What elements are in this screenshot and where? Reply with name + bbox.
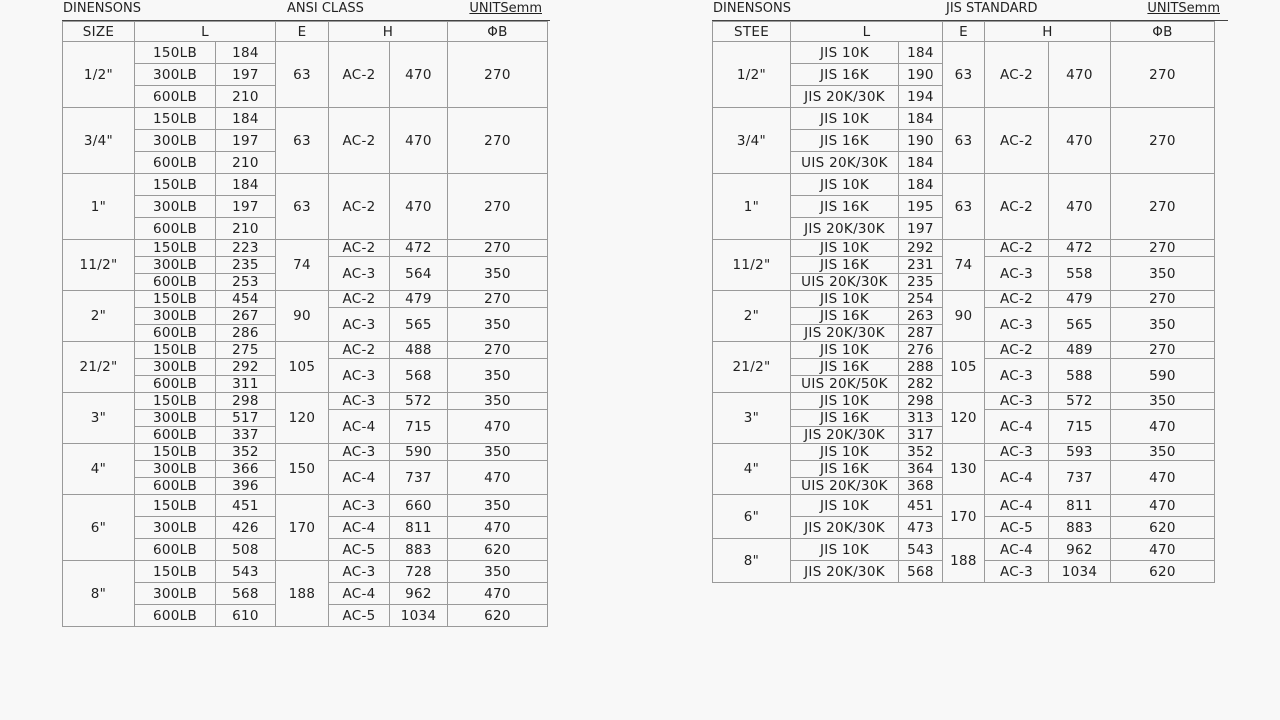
actuator-cell: AC-3 bbox=[985, 308, 1049, 342]
length-cell: 253 bbox=[216, 274, 276, 291]
class-cell: 600LB bbox=[135, 152, 216, 174]
height-cell: 590 bbox=[390, 444, 448, 461]
length-cell: 184 bbox=[216, 42, 276, 64]
class-cell: 300LB bbox=[135, 257, 216, 274]
actuator-cell: AC-2 bbox=[985, 291, 1049, 308]
e-cell: 63 bbox=[276, 42, 329, 108]
height-cell: 1034 bbox=[390, 605, 448, 627]
height-cell: 489 bbox=[1049, 342, 1111, 359]
actuator-cell: AC-5 bbox=[985, 517, 1049, 539]
diameter-cell: 470 bbox=[448, 583, 548, 605]
e-cell: 120 bbox=[943, 393, 985, 444]
e-cell: 105 bbox=[943, 342, 985, 393]
length-cell: 568 bbox=[899, 561, 943, 583]
e-cell: 63 bbox=[943, 42, 985, 108]
table-row bbox=[63, 108, 548, 130]
diameter-cell: 270 bbox=[448, 342, 548, 359]
length-cell: 184 bbox=[899, 108, 943, 130]
height-cell: 470 bbox=[1049, 42, 1111, 108]
actuator-cell: AC-2 bbox=[329, 240, 390, 257]
length-cell: 223 bbox=[216, 240, 276, 257]
class-cell: JIS 16K bbox=[791, 308, 899, 325]
class-cell: UIS 20K/30K bbox=[791, 478, 899, 495]
size-cell: 2" bbox=[713, 291, 791, 342]
e-cell: 188 bbox=[276, 561, 329, 627]
class-cell: 600LB bbox=[135, 539, 216, 561]
length-cell: 197 bbox=[216, 130, 276, 152]
height-cell: 1034 bbox=[1049, 561, 1111, 583]
size-cell: 1" bbox=[713, 174, 791, 240]
actuator-cell: AC-3 bbox=[985, 561, 1049, 583]
jis-panel-header bbox=[712, 0, 1228, 21]
length-cell: 210 bbox=[216, 86, 276, 108]
height-cell: 564 bbox=[390, 257, 448, 291]
length-cell: 451 bbox=[899, 495, 943, 517]
class-cell: JIS 16K bbox=[791, 64, 899, 86]
actuator-cell: AC-4 bbox=[985, 410, 1049, 444]
class-cell: 300LB bbox=[135, 308, 216, 325]
height-cell: 472 bbox=[1049, 240, 1111, 257]
class-cell: 150LB bbox=[135, 393, 216, 410]
actuator-cell: AC-4 bbox=[329, 410, 390, 444]
length-cell: 231 bbox=[899, 257, 943, 274]
length-cell: 543 bbox=[899, 539, 943, 561]
length-cell: 235 bbox=[899, 274, 943, 291]
length-cell: 190 bbox=[899, 64, 943, 86]
actuator-cell: AC-3 bbox=[985, 359, 1049, 393]
height-header: H bbox=[329, 22, 448, 42]
class-cell: 150LB bbox=[135, 444, 216, 461]
height-cell: 715 bbox=[390, 410, 448, 444]
height-cell: 479 bbox=[1049, 291, 1111, 308]
actuator-cell: AC-2 bbox=[329, 291, 390, 308]
height-cell: 728 bbox=[390, 561, 448, 583]
ansi-panel-header bbox=[62, 0, 550, 21]
units-label: UNITSemm bbox=[1147, 1, 1220, 16]
height-cell: 470 bbox=[390, 42, 448, 108]
e-cell: 105 bbox=[276, 342, 329, 393]
units-label: UNITSemm bbox=[469, 1, 542, 16]
class-cell: 150LB bbox=[135, 561, 216, 583]
length-cell: 352 bbox=[899, 444, 943, 461]
actuator-cell: AC-3 bbox=[329, 257, 390, 291]
diameter-cell: 350 bbox=[448, 444, 548, 461]
size-cell: 2" bbox=[63, 291, 135, 342]
diameter-cell: 470 bbox=[448, 461, 548, 495]
table-row bbox=[63, 42, 548, 64]
actuator-cell: AC-4 bbox=[985, 539, 1049, 561]
height-cell: 811 bbox=[390, 517, 448, 539]
size-cell: 3/4" bbox=[63, 108, 135, 174]
length-cell: 197 bbox=[216, 196, 276, 218]
e-cell: 130 bbox=[943, 444, 985, 495]
class-cell: UIS 20K/30K bbox=[791, 274, 899, 291]
length-cell: 263 bbox=[899, 308, 943, 325]
actuator-cell: AC-2 bbox=[329, 108, 390, 174]
class-cell: JIS 20K/30K bbox=[791, 561, 899, 583]
diameter-cell: 270 bbox=[1111, 42, 1215, 108]
length-cell: 610 bbox=[216, 605, 276, 627]
length-cell: 396 bbox=[216, 478, 276, 495]
diameter-cell: 620 bbox=[1111, 517, 1215, 539]
actuator-cell: AC-5 bbox=[329, 605, 390, 627]
length-cell: 286 bbox=[216, 325, 276, 342]
height-cell: 737 bbox=[390, 461, 448, 495]
diameter-cell: 350 bbox=[448, 308, 548, 342]
class-cell: 300LB bbox=[135, 64, 216, 86]
diameter-cell: 350 bbox=[1111, 308, 1215, 342]
size-cell: 11/2" bbox=[713, 240, 791, 291]
length-cell: 368 bbox=[899, 478, 943, 495]
length-cell: 287 bbox=[899, 325, 943, 342]
table-header-row bbox=[713, 22, 1215, 42]
size-cell: 3" bbox=[713, 393, 791, 444]
size-cell: 6" bbox=[63, 495, 135, 561]
panel-title: JIS STANDARD bbox=[946, 1, 1038, 16]
table-row bbox=[713, 108, 1215, 130]
length-cell: 210 bbox=[216, 152, 276, 174]
e-cell: 188 bbox=[943, 539, 985, 583]
diameter-cell: 620 bbox=[1111, 561, 1215, 583]
diameter-cell: 470 bbox=[1111, 410, 1215, 444]
diameter-cell: 470 bbox=[1111, 461, 1215, 495]
size-cell: 8" bbox=[713, 539, 791, 583]
class-cell: 600LB bbox=[135, 86, 216, 108]
panel-title: ANSI CLASS bbox=[287, 1, 364, 16]
class-cell: 150LB bbox=[135, 342, 216, 359]
length-cell: 184 bbox=[899, 174, 943, 196]
length-cell: 210 bbox=[216, 218, 276, 240]
diameter-cell: 270 bbox=[1111, 174, 1215, 240]
size-cell: 1/2" bbox=[713, 42, 791, 108]
class-cell: JIS 10K bbox=[791, 42, 899, 64]
diameter-cell: 270 bbox=[448, 174, 548, 240]
class-cell: JIS 16K bbox=[791, 410, 899, 427]
actuator-cell: AC-2 bbox=[985, 42, 1049, 108]
e-cell: 170 bbox=[943, 495, 985, 539]
size-cell: 1" bbox=[63, 174, 135, 240]
height-cell: 737 bbox=[1049, 461, 1111, 495]
actuator-cell: AC-4 bbox=[329, 517, 390, 539]
length-cell: 254 bbox=[899, 291, 943, 308]
height-cell: 962 bbox=[390, 583, 448, 605]
length-cell: 311 bbox=[216, 376, 276, 393]
length-cell: 197 bbox=[216, 64, 276, 86]
length-cell: 352 bbox=[216, 444, 276, 461]
actuator-cell: AC-3 bbox=[985, 444, 1049, 461]
class-cell: 300LB bbox=[135, 583, 216, 605]
height-cell: 558 bbox=[1049, 257, 1111, 291]
e-cell: 63 bbox=[276, 108, 329, 174]
e-cell: 63 bbox=[943, 174, 985, 240]
class-cell: UIS 20K/50K bbox=[791, 376, 899, 393]
length-cell: 508 bbox=[216, 539, 276, 561]
diameter-cell: 620 bbox=[448, 605, 548, 627]
size-cell: 21/2" bbox=[63, 342, 135, 393]
length-cell: 276 bbox=[899, 342, 943, 359]
height-cell: 470 bbox=[1049, 174, 1111, 240]
size-cell: 8" bbox=[63, 561, 135, 627]
size-header: STEE bbox=[713, 22, 791, 42]
class-cell: 600LB bbox=[135, 427, 216, 444]
actuator-cell: AC-3 bbox=[329, 359, 390, 393]
diameter-cell: 270 bbox=[448, 240, 548, 257]
actuator-cell: AC-3 bbox=[329, 393, 390, 410]
table-row bbox=[63, 561, 548, 583]
class-cell: JIS 20K/30K bbox=[791, 325, 899, 342]
diameter-cell: 350 bbox=[1111, 393, 1215, 410]
actuator-cell: AC-2 bbox=[329, 342, 390, 359]
size-cell: 4" bbox=[63, 444, 135, 495]
length-cell: 517 bbox=[216, 410, 276, 427]
size-cell: 21/2" bbox=[713, 342, 791, 393]
height-cell: 660 bbox=[390, 495, 448, 517]
table-row bbox=[713, 495, 1215, 517]
length-cell: 267 bbox=[216, 308, 276, 325]
actuator-cell: AC-4 bbox=[985, 495, 1049, 517]
actuator-cell: AC-4 bbox=[985, 461, 1049, 495]
class-cell: 300LB bbox=[135, 461, 216, 478]
length-cell: 197 bbox=[899, 218, 943, 240]
class-cell: 600LB bbox=[135, 478, 216, 495]
class-cell: 150LB bbox=[135, 42, 216, 64]
diameter-cell: 350 bbox=[448, 495, 548, 517]
class-cell: 150LB bbox=[135, 240, 216, 257]
length-cell: 454 bbox=[216, 291, 276, 308]
class-cell: JIS 10K bbox=[791, 108, 899, 130]
length-cell: 473 bbox=[899, 517, 943, 539]
ansi-dimension-table bbox=[62, 21, 548, 627]
e-cell: 90 bbox=[943, 291, 985, 342]
class-cell: JIS 16K bbox=[791, 196, 899, 218]
length-cell: 568 bbox=[216, 583, 276, 605]
length-cell: 298 bbox=[899, 393, 943, 410]
class-cell: JIS 10K bbox=[791, 393, 899, 410]
diameter-cell: 470 bbox=[1111, 539, 1215, 561]
length-header: L bbox=[791, 22, 943, 42]
e-header: E bbox=[943, 22, 985, 42]
length-cell: 364 bbox=[899, 461, 943, 478]
class-cell: JIS 10K bbox=[791, 291, 899, 308]
height-cell: 488 bbox=[390, 342, 448, 359]
diameter-cell: 350 bbox=[448, 393, 548, 410]
diameter-cell: 270 bbox=[1111, 240, 1215, 257]
size-cell: 1/2" bbox=[63, 42, 135, 108]
length-cell: 317 bbox=[899, 427, 943, 444]
length-cell: 190 bbox=[899, 130, 943, 152]
length-cell: 195 bbox=[899, 196, 943, 218]
size-header: SIZE bbox=[63, 22, 135, 42]
dimensions-label: DINENSONS bbox=[713, 1, 791, 16]
height-cell: 472 bbox=[390, 240, 448, 257]
diameter-cell: 350 bbox=[448, 257, 548, 291]
class-cell: JIS 16K bbox=[791, 130, 899, 152]
length-cell: 288 bbox=[899, 359, 943, 376]
diameter-cell: 620 bbox=[448, 539, 548, 561]
actuator-cell: AC-4 bbox=[329, 583, 390, 605]
actuator-cell: AC-4 bbox=[329, 461, 390, 495]
class-cell: JIS 16K bbox=[791, 461, 899, 478]
size-cell: 4" bbox=[713, 444, 791, 495]
e-cell: 74 bbox=[276, 240, 329, 291]
table-row bbox=[713, 42, 1215, 64]
height-cell: 572 bbox=[390, 393, 448, 410]
diameter-cell: 270 bbox=[1111, 291, 1215, 308]
length-cell: 275 bbox=[216, 342, 276, 359]
actuator-cell: AC-3 bbox=[329, 308, 390, 342]
actuator-cell: AC-3 bbox=[329, 444, 390, 461]
diameter-cell: 270 bbox=[448, 291, 548, 308]
height-cell: 588 bbox=[1049, 359, 1111, 393]
actuator-cell: AC-3 bbox=[329, 561, 390, 583]
class-cell: JIS 20K/30K bbox=[791, 86, 899, 108]
length-cell: 426 bbox=[216, 517, 276, 539]
height-cell: 593 bbox=[1049, 444, 1111, 461]
actuator-cell: AC-2 bbox=[985, 174, 1049, 240]
actuator-cell: AC-5 bbox=[329, 539, 390, 561]
class-cell: JIS 16K bbox=[791, 257, 899, 274]
class-cell: 600LB bbox=[135, 376, 216, 393]
height-cell: 565 bbox=[390, 308, 448, 342]
length-cell: 298 bbox=[216, 393, 276, 410]
diameter-cell: 350 bbox=[448, 359, 548, 393]
table-row bbox=[713, 174, 1215, 196]
actuator-cell: AC-3 bbox=[985, 393, 1049, 410]
height-cell: 715 bbox=[1049, 410, 1111, 444]
class-cell: JIS 20K/30K bbox=[791, 517, 899, 539]
class-cell: 600LB bbox=[135, 325, 216, 342]
class-cell: 300LB bbox=[135, 130, 216, 152]
length-cell: 235 bbox=[216, 257, 276, 274]
class-cell: 300LB bbox=[135, 196, 216, 218]
length-cell: 184 bbox=[216, 108, 276, 130]
length-cell: 543 bbox=[216, 561, 276, 583]
dimensions-label: DINENSONS bbox=[63, 1, 141, 16]
class-cell: JIS 10K bbox=[791, 444, 899, 461]
class-cell: 150LB bbox=[135, 108, 216, 130]
size-cell: 3/4" bbox=[713, 108, 791, 174]
diameter-cell: 270 bbox=[448, 108, 548, 174]
length-cell: 313 bbox=[899, 410, 943, 427]
length-cell: 366 bbox=[216, 461, 276, 478]
class-cell: JIS 10K bbox=[791, 539, 899, 561]
diameter-header: ΦB bbox=[1111, 22, 1215, 42]
class-cell: 600LB bbox=[135, 218, 216, 240]
ansi-panel bbox=[62, 0, 550, 627]
height-cell: 572 bbox=[1049, 393, 1111, 410]
class-cell: 300LB bbox=[135, 517, 216, 539]
table-row bbox=[63, 174, 548, 196]
actuator-cell: AC-2 bbox=[985, 342, 1049, 359]
length-cell: 184 bbox=[899, 42, 943, 64]
height-cell: 811 bbox=[1049, 495, 1111, 517]
actuator-cell: AC-2 bbox=[329, 174, 390, 240]
jis-dimension-table bbox=[712, 21, 1215, 583]
table-row bbox=[63, 495, 548, 517]
height-header: H bbox=[985, 22, 1111, 42]
length-cell: 194 bbox=[899, 86, 943, 108]
height-cell: 883 bbox=[1049, 517, 1111, 539]
diameter-cell: 270 bbox=[1111, 342, 1215, 359]
e-cell: 150 bbox=[276, 444, 329, 495]
class-cell: JIS 10K bbox=[791, 495, 899, 517]
height-cell: 470 bbox=[390, 174, 448, 240]
class-cell: JIS 10K bbox=[791, 342, 899, 359]
length-cell: 451 bbox=[216, 495, 276, 517]
e-cell: 90 bbox=[276, 291, 329, 342]
class-cell: 150LB bbox=[135, 174, 216, 196]
diameter-cell: 470 bbox=[448, 517, 548, 539]
height-cell: 470 bbox=[390, 108, 448, 174]
height-cell: 568 bbox=[390, 359, 448, 393]
length-cell: 184 bbox=[899, 152, 943, 174]
class-cell: UIS 20K/30K bbox=[791, 152, 899, 174]
diameter-cell: 270 bbox=[1111, 108, 1215, 174]
class-cell: JIS 20K/30K bbox=[791, 218, 899, 240]
class-cell: 150LB bbox=[135, 495, 216, 517]
diameter-cell: 350 bbox=[1111, 257, 1215, 291]
e-cell: 120 bbox=[276, 393, 329, 444]
actuator-cell: AC-2 bbox=[985, 240, 1049, 257]
length-header: L bbox=[135, 22, 276, 42]
height-cell: 883 bbox=[390, 539, 448, 561]
class-cell: JIS 10K bbox=[791, 174, 899, 196]
diameter-cell: 590 bbox=[1111, 359, 1215, 393]
size-cell: 3" bbox=[63, 393, 135, 444]
e-cell: 74 bbox=[943, 240, 985, 291]
diameter-header: ΦB bbox=[448, 22, 548, 42]
e-cell: 63 bbox=[276, 174, 329, 240]
length-cell: 337 bbox=[216, 427, 276, 444]
length-cell: 184 bbox=[216, 174, 276, 196]
size-cell: 11/2" bbox=[63, 240, 135, 291]
e-header: E bbox=[276, 22, 329, 42]
length-cell: 292 bbox=[216, 359, 276, 376]
actuator-cell: AC-2 bbox=[985, 108, 1049, 174]
diameter-cell: 270 bbox=[448, 42, 548, 108]
class-cell: 300LB bbox=[135, 410, 216, 427]
actuator-cell: AC-3 bbox=[985, 257, 1049, 291]
length-cell: 282 bbox=[899, 376, 943, 393]
class-cell: 150LB bbox=[135, 291, 216, 308]
diameter-cell: 350 bbox=[448, 561, 548, 583]
class-cell: JIS 20K/30K bbox=[791, 427, 899, 444]
length-cell: 292 bbox=[899, 240, 943, 257]
diameter-cell: 350 bbox=[1111, 444, 1215, 461]
height-cell: 479 bbox=[390, 291, 448, 308]
size-cell: 6" bbox=[713, 495, 791, 539]
jis-panel bbox=[712, 0, 1228, 583]
height-cell: 962 bbox=[1049, 539, 1111, 561]
table-header-row bbox=[63, 22, 548, 42]
table-row bbox=[713, 539, 1215, 561]
class-cell: 300LB bbox=[135, 359, 216, 376]
class-cell: 600LB bbox=[135, 274, 216, 291]
diameter-cell: 470 bbox=[448, 410, 548, 444]
actuator-cell: AC-2 bbox=[329, 42, 390, 108]
e-cell: 170 bbox=[276, 495, 329, 561]
class-cell: JIS 10K bbox=[791, 240, 899, 257]
class-cell: 600LB bbox=[135, 605, 216, 627]
height-cell: 470 bbox=[1049, 108, 1111, 174]
e-cell: 63 bbox=[943, 108, 985, 174]
class-cell: JIS 16K bbox=[791, 359, 899, 376]
diameter-cell: 470 bbox=[1111, 495, 1215, 517]
actuator-cell: AC-3 bbox=[329, 495, 390, 517]
height-cell: 565 bbox=[1049, 308, 1111, 342]
